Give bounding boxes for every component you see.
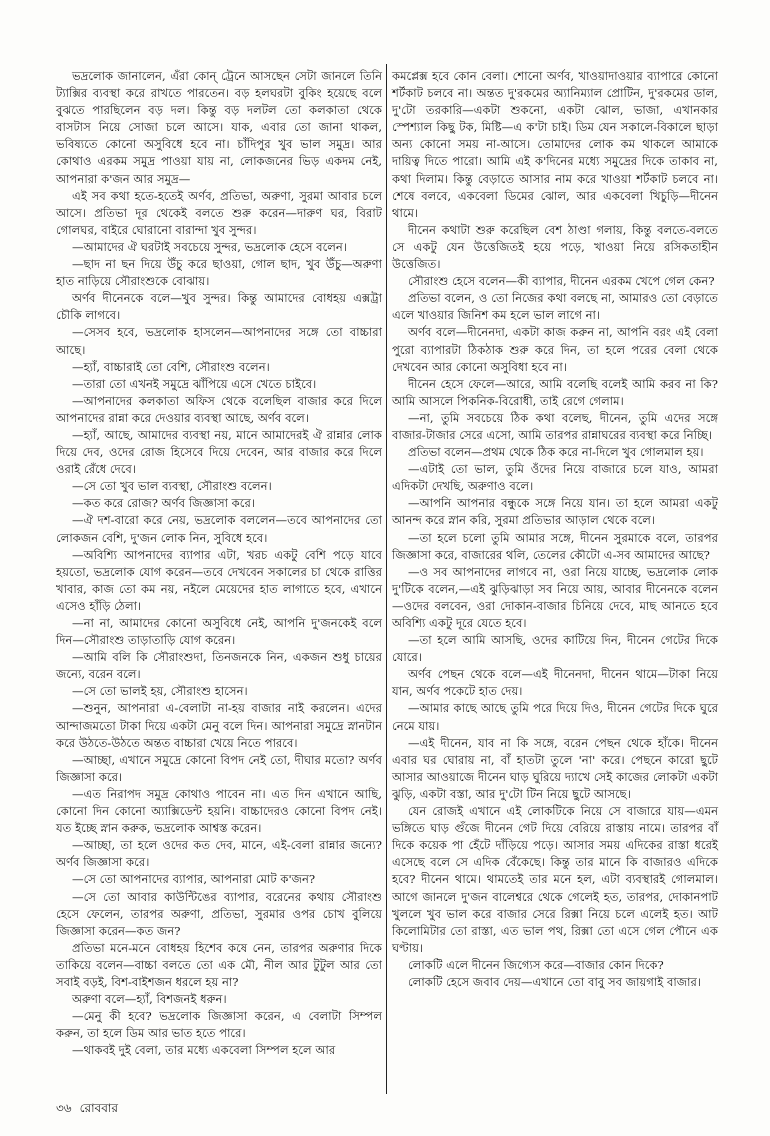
paragraph: লোকটি হেসে জবাব দেয়—এখানে তো বাবু সব জায়গাই বাজার। [408, 974, 702, 989]
paragraph: সৌরাংশু হেসে বলেন—কী ব্যাপার, দীনেন এরকম খেপে গেল কেন? [408, 274, 715, 289]
paragraph: প্রতিভা বলেন—প্রথম থেকে ঠিক করে না-দিলে খুব গোলমাল হয়। [408, 445, 704, 460]
paragraph: অর্ণব পেছন থেকে বলে—এই দীনেনদা, দীনেন থামে—টাকা নিয়ে যান, অর্ণব পকেটে হাত দেয়। [392, 667, 718, 699]
paragraph: —তা হলে আমি আসছি, ওদের কাটিয়ে দিন, দীনেন গেটের দিকে যোরে। [392, 633, 718, 665]
paragraph: —ছাদ না ছন দিয়ে উঁচু করে ছাওয়া, গোল ছাদ, খুব উঁচু—অরুণা হাত নাড়িয়ে সৌরাংশুকে বোঝায়। [56, 257, 382, 289]
paragraph: —সে তো ভালই হয়, সৌরাংশু হাসেন। [72, 684, 248, 699]
paragraph: —ঐ দশ-বারো করে নেয়, ভদ্রলোক বললেন—তবে আপনাদের তো লোকজন বেশি, দু'জন লোক নিন, সুবিধে হবে। [56, 513, 382, 545]
left-column [56, 68, 382, 1059]
page-number: ৩৬ [56, 1101, 72, 1115]
right-column [392, 68, 718, 991]
paragraph: —হ্যাঁ, বাচ্চারাই তো বেশি, সৌরাংশু বলেন। [72, 359, 270, 374]
magazine-name: রোববার [79, 1101, 118, 1115]
paragraph: —হ্যাঁ, আছে, আমাদের ব্যবস্থা নয়, মানে আমাদেরই ঐ রান্নার লোক দিয়ে দেব, ওদের রোজ হিসেবে দিয়ে দেবেন, আর বাজার করে দিলে ওরাই রেঁধে দেবে। [56, 427, 382, 477]
paragraph: —মেনু কী হবে? ভদ্রলোক জিজ্ঞাসা করেন, এ বেলাটা সিম্পল করুন, তা হলে ডিম আর ভাত হতে পারে। [56, 1009, 382, 1041]
paragraph: —অবিশ্যি আপনাদের ব্যাপার এটা, খরচ একটু বেশি পড়ে যাবে হয়তো, ভদ্রলোক যোগ করেন—তবে দেখবেন সকালের চা থেকে রাত্তির খাবার, কাজ তো কম নয়, নইলে মেয়েদের হাত লাগাতে হবে, এখানে এসেও হাঁড়ি ঠেলা। [56, 547, 382, 613]
paragraph: —শুনুন, আপনারা এ-বেলাটা না-হয় বাজার নাই করলেন। এদের আন্দাজমতো টাকা দিয়ে একটা মেনু বলে দিন। আপনারা সমুদ্রে স্নানটান করে উঠতে-উঠতে অন্তত বাচ্চারা খেয়ে নিতে পারবে। [56, 701, 382, 750]
paragraph: —আপনাদের কলকাতা অফিস থেকে বলেছিল বাজার করে দিলে আপনাদের রান্না করে দেওয়ার ব্যবস্থা আছে, অর্ণব বলে। [56, 393, 382, 425]
paragraph: —ও সব আপনাদের লাগবে না, ওরা নিয়ে যাচ্ছে, ভদ্রলোক লোক দু'টিকে বলেন,—এই ঝুড়িঝাড়া সব নিয়ে আয়, আবার দীনেনকে বলেন—ওদের বলবেন, ওরা দোকান-বাজার চিনিয়ে দেবে, মাছ আনতে হবে অবিশ্যি একটু দূরে যেতে হবে। [392, 564, 718, 630]
paragraph: কমপ্লেক্স হবে কোন বেলা। শোনো অর্ণব, খাওয়াদাওয়ার ব্যাপারে কোনো শর্টকাট চলবে না। অন্তত দু'রকমের অ্যানিম্যাল প্রোটিন, দু'রকমের ডাল, দু'টো তরকারি—একটা শুকনো, একটা ঝোল, ভাজা, এখানকার স্পেশ্যাল কিছু টক, মিষ্টি—এ ক'টা চাই। ডিম যেন সকালে-বিকালে ছাড়া অন্য কোনো সময় না-আসে। তোমাদের লোক কম থাকলে আমাকে দায়িত্ব দিতে পারো। আমি এই ক'দিনের মধ্যে সমুদ্রের দিকে তাকাব না, কথা দিলাম। কিন্তু বেড়াতে আসার নাম করে খাওয়া শর্টকাট চলবে না। শেষে বলবে, একবেলা ডিমের ঝোল, আর একবেলা খিচুড়ি—দীনেন থামে। [392, 69, 718, 220]
paragraph: —সে তো আপনাদের ব্যাপার, আপনারা মোট ক'জন? [72, 872, 316, 887]
paragraph: —আমাদের ঐ ঘরটাই সবচেয়ে সুন্দর, ভদ্রলোক হেসে বলেন। [72, 239, 347, 254]
paragraph: —তারা তো এখনই সমুদ্রে ঝাঁপিয়ে এসে খেতে চাইবে। [72, 376, 317, 391]
paragraph: —কত করে রোজ? অর্ণব জিজ্ঞাসা করে। [72, 496, 255, 511]
paragraph: যেন রোজই এখানে এই লোকটিকে নিয়ে সে বাজারে যায়—এমন ভঙ্গিতে ঘাড় গুঁজে দীনেন গেট দিয়ে বেরিয়ে রাস্তায় নামে। তারপর বাঁ দিকে কয়েক পা হেঁটে দাঁড়িয়ে পড়ে। আসার সময় এদিকের রাস্তা ধরেই এসেছে বলে সে এদিক বেঁকেছে। কিন্তু তার মানে কি বাজারও এদিকে হবে? দীনেন থামে। থামতেই তার মনে হল, এটা ব্যবস্থারই গোলমাল। আগে জানলে দু'জন বালেশ্বরে থেকে গেলেই হত, তারপর, দোকানপাট খুললে খুব ভাল করে বাজার সেরে রিক্সা নিয়ে চলে এলেই হত। আট কিলোমিটার তো রাস্তা, এত ভাল পথ, রিক্সা তো এসে গেল পৌনে এক ঘণ্টায়। [392, 804, 718, 955]
paragraph: ভদ্রলোক জানালেন, এঁরা কোন্ ট্রেনে আসছেন সেটা জানলে তিনি ট্যাক্সির ব্যবস্থা করে রাখতে পারতেন। বড় হলঘরটা বুকিং হয়েছে বলে বুঝতে পারছিলেন বড় দল। কিন্তু বড় দলটল তো কলকাতা থেকে বাসটাস নিয়ে সোজা চলে আসে। যাক, এবার তো জানা থাকল, ভবিষ্যতে কোনো অসুবিধে হবে না। চাঁদিপুর খুব ভাল সমুদ্র। আর কোথাও এরকম সমুদ্র পাওয়া যায় না, লোকজনের ভিড় একদম নেই, আপনারা ক'জন আর সমুদ্র— [56, 69, 382, 186]
paragraph: —সেসব হবে, ভদ্রলোক হাসলেন—আপনাদের সঙ্গে তো বাচ্চারা আছে। [56, 325, 382, 357]
paragraph: —আমি বলি কি সৌরাংশুদা, তিনজনকে নিন, একজন শুধু চায়ের জন্যে, বরেন বলে। [56, 650, 382, 682]
column-divider [386, 64, 387, 1094]
paragraph: লোকটি এলে দীনেন জিগ্যেস করে—বাজার কোন দিকে? [408, 957, 664, 972]
paragraph: —থাকবই দুই বেলা, তার মধ্যে একবেলা সিম্পল হলে আর [72, 1043, 336, 1058]
page-footer [56, 1100, 126, 1120]
paragraph: —না, তুমি সবচেয়ে ঠিক কথা বলেছ, দীনেন, তুমি এদের সঙ্গে বাজার-টাজার সেরে এসো, আমি তারপর রান্নাঘরের ব্যবস্থা করে নিচ্ছি। [392, 410, 718, 442]
paragraph: —না না, আমাদের কোনো অসুবিধে নেই, আপনি দু'জনকেই বলে দিন—সৌরাংশু তাড়াতাড়ি যোগ করেন। [56, 616, 382, 648]
paragraph: —এই দীনেন, যাব না কি সঙ্গে, বরেন পেছন থেকে হাঁকে। দীনেন এবার ঘর ঘোরায় না, বাঁ হাতটা তুলে 'না' করে। পেছনে কারো ছুটে আসার আওয়াজে দীনেন ঘাড় ঘুরিয়ে দ্যাখে সেই কাজের লোকটা একটা ঝুড়ি, একটা বস্তা, আর দু'টো টিন নিয়ে ছুটে আসছে। [392, 735, 718, 801]
paragraph: —আচ্ছা, এখানে সমুদ্রে কোনো বিপদ নেই তো, দীঘার মতো? অর্ণব জিজ্ঞাসা করে। [56, 752, 382, 784]
paragraph: —আচ্ছা, তা হলে ওদের কত দেব, মানে, এই-বেলা রান্নার জন্যে? অর্ণব জিজ্ঞাসা করে। [56, 838, 382, 870]
paragraph: —এটাই তো ভাল, তুমি ওঁদের নিয়ে বাজারে চলে যাও, আমরা এদিকটা দেখছি, অরুণাও বলে। [392, 462, 718, 494]
paragraph: —আপনি আপনার বন্ধুকে সঙ্গে নিয়ে যান। তা হলে আমরা একটু আনন্দ করে স্নান করি, সুরমা প্রতিভার আড়াল থেকে বলে। [392, 496, 718, 528]
paragraph: প্রতিভা বলেন, ও তো নিজের কথা বলছে না, আমারও তো বেড়াতে এলে খাওয়ার জিনিশ কম হলে ভাল লাগে না। [392, 291, 718, 323]
paragraph: অর্ণব বলে—দীনেনদা, একটা কাজ করুন না, আপনি বরং এই বেলা পুরো ব্যাপারটা ঠিকঠাক শুরু করে দিন, তা হলে পরের বেলা থেকে দেখবেন আর কোনো অসুবিধা হবে না। [392, 325, 718, 374]
paragraph: —এত নিরাপদ সমুদ্র কোথাও পাবেন না। এত দিন এখানে আছি, কোনো দিন কোনো অ্যাক্সিডেন্ট হয়নি। বাচ্চাদেরও কোনো বিপদ নেই। যত ইচ্ছে স্নান করুক, ভদ্রলোক আশ্বস্ত করেন। [56, 786, 382, 836]
paragraph: অরুণা বলে—হ্যাঁ, বিশজনই ধরুন। [72, 992, 227, 1007]
paragraph: —সে তো আবার কাউন্টিঙের ব্যাপার, বরেনের কথায় সৌরাংশু হেসে ফেলেন, তারপর অরুণা, প্রতিভা, সুরমার ওপর চোখ বুলিয়ে জিজ্ঞাসা করেন—কত জন? [56, 889, 382, 938]
paragraph: এই সব কথা হতে-হতেই অর্ণব, প্রতিভা, অরুণা, সুরমা আবার চলে আসে। প্রতিভা দূর থেকেই বলতে শুরু করেন—দারুণ ঘর, বিরাট গোলঘর, বাইরে ঘোরানো বারান্দা খুব সুন্দর। [56, 188, 382, 237]
paragraph: প্রতিভা মনে-মনে বোধহয় হিশেব কষে নেন, তারপর অরুণার দিকে তাকিয়ে বলেন—বাচ্চা বলতে তো এক মৌ, নীল আর টুটুল আর তো সবাই বড়ই, বিশ-বাইশজন ধরলে হয় না? [56, 940, 382, 989]
paragraph: —তা হলে চলো তুমি আমার সঙ্গে, দীনেন সুরমাকে বলে, তারপর জিজ্ঞাসা করে, বাজারের থলি, তেলের কৌটো এ-সব আমাদের আছে? [392, 530, 718, 562]
paragraph: —সে তো খুব ভাল ব্যবস্থা, সৌরাংশু বলেন। [72, 479, 272, 494]
paragraph: —আমার কাছে আছে তুমি পরে দিয়ে দিও, দীনেন গেটের দিকে ঘুরে নেমে যায়। [392, 701, 718, 733]
paragraph: অর্ণব দীনেনকে বলে—খুব সুন্দর। কিন্তু আমাদের বোধহয় এক্সট্রা চৌকি লাগবে। [56, 291, 382, 323]
paragraph: দীনেন হেসে ফেলে—আরে, আমি বলেছি বলেই আমি করব না কি? আমি আসলে পিকনিক-বিরোধী, তাই রেগে গেলাম। [392, 376, 718, 408]
paragraph: দীনেন কথাটা শুরু করেছিল বেশ ঠাণ্ডা গলায়, কিন্তু বলতে-বলতে সে একটু যেন উত্তেজিতই হয়ে পড়ে, খাওয়া নিয়ে রসিকতাহীন উত্তেজিত। [392, 222, 718, 272]
